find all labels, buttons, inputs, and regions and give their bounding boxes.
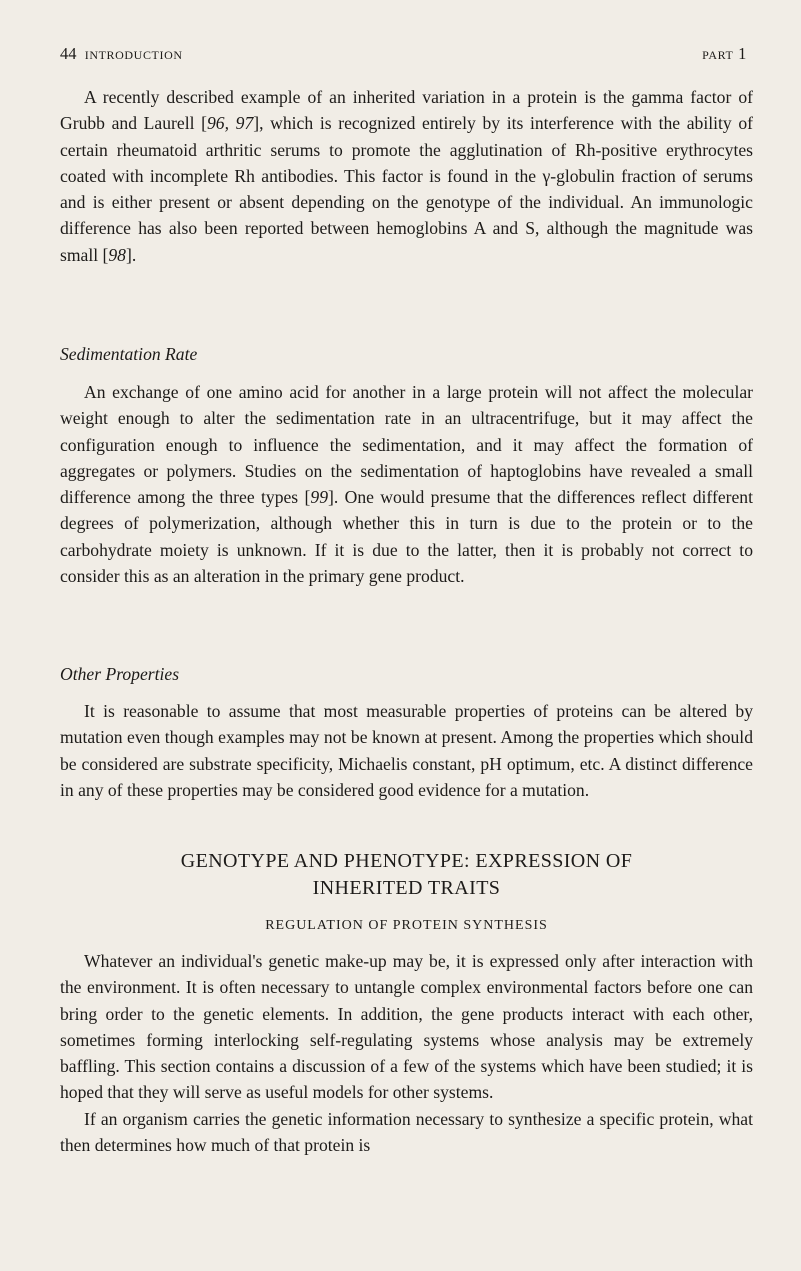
subheading-sedimentation: Sedimentation Rate	[60, 344, 198, 364]
chapter-title: introduction	[84, 44, 183, 63]
citation: 98	[108, 244, 126, 265]
paragraph-text: A recently described example of an inherited variation in a protein is the gamma factor of Grubb and Laurell [96, 97], which is recognized entirely by its interference with the ability of certain rheumatoid arthritic serums to promote the agglutination of Rh-positive erythrocytes coated with incomplete Rh antibodies. This factor is found in the γ-globulin fraction of serums and is either present or absent depending on the genotype of the individual. An immunologic difference has also been reported between hemoglobins A and S, although the magnitude was small [98].	[60, 87, 753, 265]
part-label: part 1	[702, 44, 747, 63]
citation: 99	[310, 487, 328, 508]
paragraph-sedimentation	[60, 379, 753, 589]
paragraph-text: An exchange of one amino acid for another in a large protein will not affect the molecular weight enough to alter the sedimentation rate in an ultracentrifuge, but it may affect the configuration enough to influence the sedimentation, and it may affect the formation of aggregates or polymers. Studies on the sedimentation of haptoglobins have revealed a small difference among the three types [99]. One would presume that the differences reflect different degrees of polymerization, although whether this in turn is due to the protein or to the carbohydrate moiety is unknown. If it is due to the latter, then it is probably not correct to consider this as an alteration in the primary gene product.	[60, 382, 753, 587]
section-title-line-2: INHERITED TRAITS	[312, 877, 501, 899]
running-header	[60, 44, 753, 64]
subsection-title: REGULATION OF PROTEIN SYNTHESIS	[265, 918, 548, 933]
subheading-other-properties: Other Properties	[60, 664, 180, 684]
paragraph-regulation-2: If an organism carries the genetic information necessary to synthesize a specific protein, what then determines how much of that protein is	[60, 1108, 753, 1156]
section-title	[60, 848, 753, 902]
citation: 96, 97	[207, 113, 254, 134]
paragraph-regulation-1: Whatever an individual's genetic make-up may be, it is expressed only after interaction with the environment. It is often necessary to untangle complex environmental factors before one can bring order to the genetic elements. In addition, the gene products interact with each other, sometimes forming interlocking self-regulating systems whose analysis may be extremely baffling. This section contains a discussion of a few of the systems which have been studied; it is hoped that they will serve as useful models for other systems.	[60, 951, 753, 1103]
section-regulation-body	[60, 948, 753, 1158]
section-other-properties	[60, 664, 753, 685]
paragraph-gamma-factor	[60, 84, 753, 268]
section-title-line-1: GENOTYPE AND PHENOTYPE: EXPRESSION OF	[180, 850, 633, 872]
paragraph-other-properties	[60, 698, 753, 803]
page-number: 44	[60, 44, 77, 63]
header-left	[60, 44, 183, 64]
section-sedimentation-rate	[60, 344, 753, 365]
paragraph-text: It is reasonable to assume that most measurable properties of proteins can be altered by mutation even though examples may not be known at present. Among the properties which should be considered are substrate specificity, Michaelis constant, pH optimum, etc. A distinct difference in any of these properties may be considered good evidence for a mutation.	[60, 701, 753, 800]
